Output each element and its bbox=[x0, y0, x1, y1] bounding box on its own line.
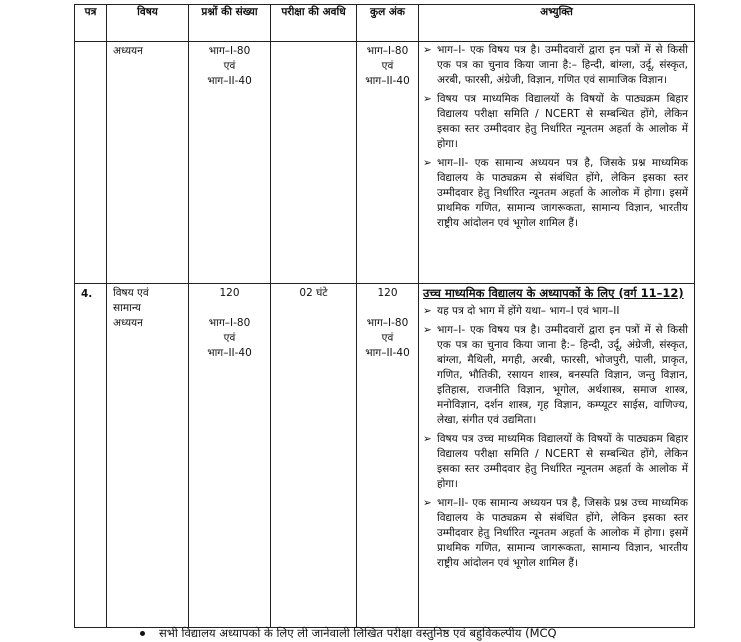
marks-and: एवं bbox=[381, 332, 394, 344]
remarks-cell bbox=[419, 284, 695, 628]
question-count-and: एवं bbox=[223, 60, 236, 72]
question-count-cell bbox=[189, 284, 271, 628]
question-count-total: 120 bbox=[219, 287, 240, 299]
marks-part1: भाग–I-80 bbox=[366, 317, 409, 329]
subject-line3: अध्ययन bbox=[113, 317, 143, 329]
question-count-part2: भाग–II-40 bbox=[207, 75, 252, 87]
arrow-bullet-icon: ➢ bbox=[423, 157, 432, 169]
arrow-bullet-icon: ➢ bbox=[423, 93, 432, 105]
footnote bbox=[140, 626, 740, 641]
list-item: ➢ भाग–II- एक सामान्य अध्ययन पत्र है, जिसके प्रश्न उच्च माध्यमिक विद्यालय के पाठ्यक्रम से संबंधित होंगे, लेकिन इसका स्तर उम्मीदवार हेतु निर्धारित न्यूनतम अहर्ता के आलोक में होगा। इसमें प्राथमिक गणित, सामान्य जागरूकता, सामान्य विज्ञान, भारतीय राष्ट्रीय आंदोलन एवं भूगोल शामिल हैं। bbox=[423, 497, 688, 569]
header-remarks: अभ्युक्ति bbox=[419, 5, 695, 42]
arrow-bullet-icon: ➢ bbox=[423, 324, 432, 336]
table-row bbox=[75, 284, 695, 628]
arrow-bullet-icon: ➢ bbox=[423, 305, 432, 317]
marks-part1: भाग–I-80 bbox=[366, 45, 409, 57]
paper-number-cell bbox=[75, 42, 107, 284]
question-count-and: एवं bbox=[223, 332, 236, 344]
header-question-count: प्रश्नों की संख्या bbox=[189, 5, 271, 42]
header-total-marks: कुल अंक bbox=[357, 5, 419, 42]
table-header-row bbox=[75, 5, 695, 42]
arrow-bullet-icon: ➢ bbox=[423, 44, 432, 56]
list-item: ➢ भाग–I- एक विषय पत्र है। उम्मीदवारों द्वारा इन पत्रों में से किसी एक पत्र का चुनाव किया जाना है:– हिन्दी, उर्दू, अंग्रेजी, संस्कृत, बांग्ला, मैथिली, मगही, अरबी, फारसी, भोजपुरी, पाली, प्राकृत, गणित, भौतिकी, रसायन शास्त्र, बनस्पति विज्ञान, जन्तु विज्ञान, इतिहास, राजनीति विज्ञान, भूगोल, अर्थशास्त्र, समाज शास्त्र, मनोविज्ञान, दर्शन शास्त्र, गृह विज्ञान, कम्प्यूटर साईस, वाणिज्य, लेखा, संगीत एवं उद्यमिता। bbox=[423, 324, 688, 426]
question-count-part1: भाग–I-80 bbox=[208, 317, 251, 329]
marks-cell bbox=[357, 284, 419, 628]
remarks-cell bbox=[419, 42, 695, 284]
list-item: ➢ यह पत्र दो भाग में होंगे यथा– भाग–I एवं भाग–II bbox=[423, 305, 620, 317]
list-item: ➢ विषय पत्र माध्यमिक विद्यालयों के विषयों के पाठ्यक्रम बिहार विद्यालय परीक्षा समिति / NCERT से सम्बन्धित होंगे, लेकिन इसका स्तर उम्मीदवार हेतु निर्धारित न्यूनतम अहर्ता के आलोक में होगा। bbox=[423, 93, 688, 150]
header-exam-duration: परीक्षा की अवधि bbox=[271, 5, 357, 42]
subject-cell bbox=[107, 284, 189, 628]
arrow-bullet-icon: ➢ bbox=[423, 497, 432, 509]
question-count-part2: भाग–II-40 bbox=[207, 347, 252, 359]
exam-duration: 02 घंटे bbox=[299, 287, 328, 299]
duration-cell bbox=[271, 284, 357, 628]
arrow-bullet-icon: ➢ bbox=[423, 433, 432, 445]
list-item: ➢ भाग–I- एक विषय पत्र है। उम्मीदवारों द्वारा इन पत्रों में से किसी एक पत्र का चुनाव किया जाना है:– हिन्दी, बांग्ला, उर्दू, संस्कृत, अरबी, फारसी, अंग्रेजी, विज्ञान, गणित एवं सामाजिक विज्ञान। bbox=[423, 44, 688, 86]
exam-scheme-table bbox=[74, 4, 695, 628]
marks-part2: भाग–II-40 bbox=[365, 75, 410, 87]
paper-number-cell bbox=[75, 284, 107, 628]
question-count-part1: भाग–I-80 bbox=[208, 45, 251, 57]
question-count-cell bbox=[189, 42, 271, 284]
bullet-dot-icon bbox=[140, 631, 145, 636]
subject-cell bbox=[107, 42, 189, 284]
marks-part2: भाग–II-40 bbox=[365, 347, 410, 359]
header-paper: पत्र bbox=[75, 5, 107, 42]
header-subject: विषय bbox=[107, 5, 189, 42]
footnote-text: सभी विद्यालय अध्यापकों के लिए ली जानेवाली लिखित परीक्षा वस्तुनिष्ठ एवं बहुविकल्पीय (MCQ bbox=[159, 626, 557, 640]
subject-line2: सामान्य bbox=[113, 302, 142, 314]
section-heading: उच्च माध्यमिक विद्यालय के अध्यापकों के लिए (वर्ग 11–12) bbox=[423, 286, 684, 300]
marks-and: एवं bbox=[381, 60, 394, 72]
subject-text: अध्ययन bbox=[113, 45, 143, 57]
paper-number: 4. bbox=[81, 288, 93, 300]
marks-cell bbox=[357, 42, 419, 284]
table-row bbox=[75, 42, 695, 284]
duration-cell bbox=[271, 42, 357, 284]
list-item: ➢ विषय पत्र उच्च माध्यमिक विद्यालयों के विषयों के पाठ्यक्रम बिहार विद्यालय परीक्षा समिति / NCERT से सम्बन्धित होंगे, लेकिन इसका स्तर उम्मीदवार हेतु निर्धारित न्यूनतम अहर्ता के आलोक में होगा। bbox=[423, 433, 688, 490]
subject-line1: विषय एवं bbox=[113, 287, 149, 299]
list-item: ➢ भाग–II- एक सामान्य अध्ययन पत्र है, जिसके प्रश्न माध्यमिक विद्यालय के पाठ्यक्रम से संबंधित होंगे, लेकिन इसका स्तर उम्मीदवार हेतु निर्धारित न्यूनतम अहर्ता के आलोक में होगा। इसमें प्राथमिक गणित, सामान्य जागरूकता, सामान्य विज्ञान, भारतीय राष्ट्रीय आंदोलन एवं भूगोल शामिल हैं। bbox=[423, 157, 688, 229]
marks-total: 120 bbox=[377, 287, 398, 299]
